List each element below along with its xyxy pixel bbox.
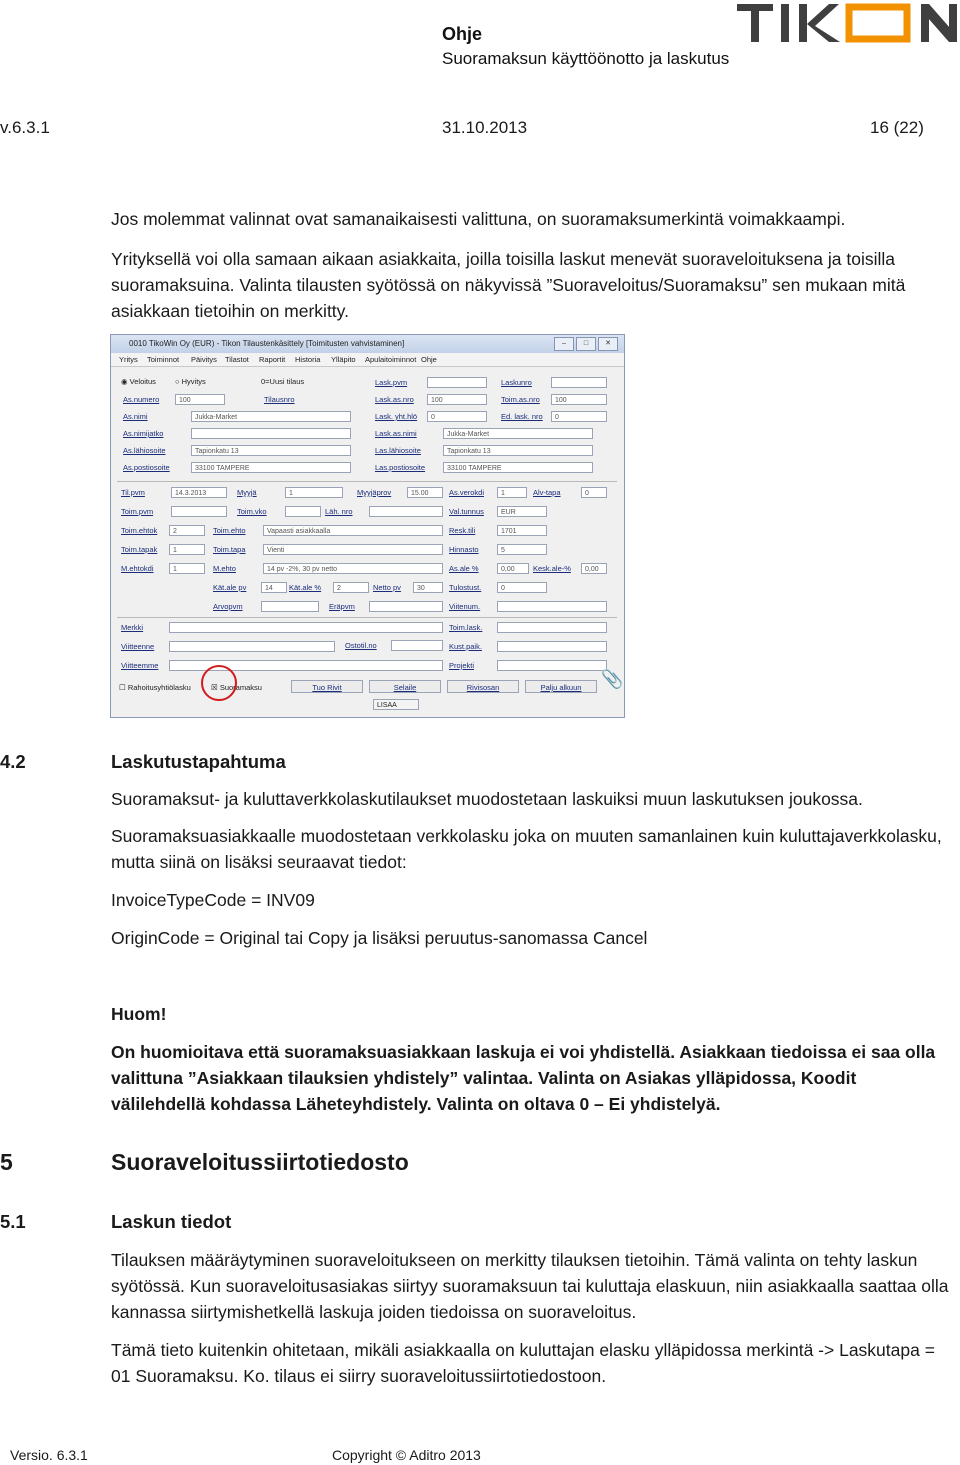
label-viitteenne: Viitteenne xyxy=(121,642,155,651)
field-laskasnimi[interactable]: Jukka-Market xyxy=(443,428,593,439)
menu-apulaitoiminnot[interactable]: Apulaitoiminnot xyxy=(365,355,417,364)
section51-paragraph-2: Tämä tieto kuitenkin ohitetaan, mikäli asiakkaalla on kuluttajan elasku ylläpidossa merkintä -> Laskutapa = 01 Suoramaksu. Ko. tilaus ei siirry suoraveloitussiirtotiedostoon. xyxy=(111,1340,935,1386)
field-kustpaik[interactable] xyxy=(497,641,607,652)
menu-yritys[interactable]: Yritys xyxy=(119,355,138,364)
label-mehtokdi: M.ehtokdi xyxy=(121,564,154,573)
field-ostotilno[interactable] xyxy=(391,640,443,651)
field-laspostiosoite[interactable]: 33100 TAMPERE xyxy=(443,462,593,473)
label-alvtapa: Alv-tapa xyxy=(533,488,561,497)
label-asnimijatko: As.nimijatko xyxy=(123,429,164,438)
label-laskasnro: Lask.as.nro xyxy=(375,395,414,404)
label-kustpaik: Kust.paik. xyxy=(449,642,482,651)
footer-copyright: Copyright © Aditro 2013 xyxy=(332,1447,481,1463)
field-toimehto[interactable]: Vapaasti asiakkaalla xyxy=(263,525,443,536)
field-laskasnro[interactable]: 100 xyxy=(427,394,487,405)
field-asnimijatko[interactable] xyxy=(191,428,351,439)
label-erapvm: Eräpvm xyxy=(329,602,355,611)
field-asnimi[interactable]: Jukka-Market xyxy=(191,411,351,422)
minimize-icon[interactable]: – xyxy=(554,337,574,351)
window-titlebar xyxy=(111,335,624,353)
app-screenshot xyxy=(110,334,625,718)
label-toimehtok: Toim.ehtok xyxy=(121,526,158,535)
menu-bar xyxy=(111,353,624,367)
field-toimvko[interactable] xyxy=(285,506,321,517)
label-resktili: Resk.tili xyxy=(449,526,476,535)
section-number-5-1: 5.1 xyxy=(0,1211,26,1232)
field-lahnro[interactable] xyxy=(369,506,443,517)
field-katale[interactable]: 2 xyxy=(333,582,369,593)
label-merkki: Merkki xyxy=(121,623,144,632)
status-lisaa: LISAA xyxy=(373,699,419,710)
footer-version: Versio. 6.3.1 xyxy=(10,1447,88,1463)
label-laskpvm: Lask.pvm xyxy=(375,378,408,387)
field-toimehtok[interactable]: 2 xyxy=(169,525,205,536)
section-title-5-1: Laskun tiedot xyxy=(111,1211,232,1232)
field-toimlask[interactable] xyxy=(497,622,607,633)
field-merkki[interactable] xyxy=(169,622,443,633)
field-edlasknro[interactable]: 0 xyxy=(551,411,607,422)
new-order-hint: 0=Uusi tilaus xyxy=(261,377,305,386)
field-tilpvm[interactable]: 14.3.2013 xyxy=(171,487,227,498)
label-hinnasto: Hinnasto xyxy=(449,545,479,554)
label-laskasnimi: Lask.as.nimi xyxy=(375,429,417,438)
label-asale: As.ale % xyxy=(449,564,479,573)
label-kesksale: Kesk.ale-% xyxy=(533,564,571,573)
menu-tilastot[interactable]: Tilastot xyxy=(225,355,249,364)
label-valtunnus: Val.tunnus xyxy=(449,507,484,516)
page-number: 16 (22) xyxy=(870,118,924,137)
label-arvopvm: Arvopvm xyxy=(213,602,243,611)
selaile-button[interactable]: Selaile xyxy=(369,680,441,693)
field-laskyhthlo[interactable]: 0 xyxy=(427,411,487,422)
window-title: 0010 TikoWin Oy (EUR) - Tikon Tilaustenkäsittely [Toimitusten vahvistaminen] xyxy=(129,339,405,348)
checkbox-rahoitusyhtiolasku[interactable]: ☐ Rahoitusyhtiölasku xyxy=(119,683,191,692)
label-toimvko: Toim.vko xyxy=(237,507,267,516)
field-katalepv[interactable]: 14 xyxy=(261,582,287,593)
field-myyjaprov[interactable]: 15.00 xyxy=(407,487,443,498)
label-toimehto: Toim.ehto xyxy=(213,526,246,535)
group-divider xyxy=(117,617,617,618)
version-label: v.6.3.1 xyxy=(0,118,50,137)
label-lahnro: Läh. nro xyxy=(325,507,353,516)
label-toimtapak: Toim.tapak xyxy=(121,545,158,554)
label-laslahiosoite: Las.lähiosoite xyxy=(375,446,421,455)
field-laskpvm[interactable] xyxy=(427,377,487,388)
field-viitenum[interactable] xyxy=(497,601,607,612)
label-toimlask: Toim.lask. xyxy=(449,623,483,632)
label-laspostiosoite: Las.postiosoite xyxy=(375,463,426,472)
maximize-icon[interactable]: □ xyxy=(576,337,596,351)
field-asverokdi[interactable]: 1 xyxy=(497,487,527,498)
group-divider xyxy=(117,481,617,482)
label-mehto: M.ehto xyxy=(213,564,236,573)
field-hinnasto[interactable]: 5 xyxy=(497,544,547,555)
checkbox-suoramaksu[interactable]: ☒ Suoramaksu xyxy=(211,683,262,692)
label-viitenum: Viitenum. xyxy=(449,602,481,611)
date-label: 31.10.2013 xyxy=(442,118,528,137)
menu-historia[interactable]: Historia xyxy=(295,355,321,364)
field-arvopvm[interactable] xyxy=(261,601,319,612)
label-edlasknro: Ed. lask. nro xyxy=(501,412,543,421)
field-laslahiosoite[interactable]: Tapionkatu 13 xyxy=(443,445,593,456)
document-subtitle: Suoramaksun käyttöönotto ja laskutus xyxy=(442,49,730,68)
field-toimasnro[interactable]: 100 xyxy=(551,394,607,405)
label-katale: Kät.ale % xyxy=(289,583,322,592)
note-text: On huomioitava että suoramaksuasiakkaan laskuja ei voi yhdistellä. Asiakkaan tiedoissa ei saa olla valittuna ”Asiakkaan tilauksien yhdistely” valintaa. Valinta on Asiakas ylläpidossa, Koodit välilehdellä kohdassa Läheteyhdistely. Valinta on oltava 0 – Ei yhdistelyä. xyxy=(111,1042,936,1114)
label-toimpvm: Toim.pvm xyxy=(121,507,154,516)
field-tulostust[interactable]: 0 xyxy=(497,582,547,593)
intro-paragraph-2: Yrityksellä voi olla samaan aikaan asiakkaita, joilla toisilla laskut menevät suoraveloituksena ja toisilla suoramaksuina. Valinta tilausten syötössä on näkyvissä ”Suoraveloitus/Suoramaksu” sen mukaan mitä asiakkaan tietoihin on merkitty. xyxy=(111,249,906,321)
note-heading: Huom! xyxy=(111,1004,167,1024)
field-viitteenne[interactable] xyxy=(169,641,335,652)
section-number-4-2: 4.2 xyxy=(0,751,26,772)
section-title-5: Suoraveloitussiirtotiedosto xyxy=(111,1149,409,1175)
menu-raportit[interactable]: Raportit xyxy=(259,355,286,364)
label-viitteemme: Viitteemme xyxy=(121,661,159,670)
label-laskyhthlo: Lask. yht.hlö xyxy=(375,412,418,421)
label-tilpvm: Til.pvm xyxy=(121,488,145,497)
tikon-logo xyxy=(735,0,960,46)
intro-paragraph-1: Jos molemmat valinnat ovat samanaikaisesti valittuna, on suoramaksumerkintä voimakkaampi. xyxy=(111,209,846,229)
radio-hyvitys[interactable]: ○ Hyvitys xyxy=(175,377,206,386)
label-katalepv: Kät.ale pv xyxy=(213,583,247,592)
radio-veloitus[interactable]: ◉ Veloitus xyxy=(121,377,156,386)
field-resktili[interactable]: 1701 xyxy=(497,525,547,536)
label-asverokdi: As.verokdi xyxy=(449,488,485,497)
paperclip-icon[interactable]: 📎 xyxy=(601,669,624,689)
label-tulostust: Tulostust. xyxy=(449,583,482,592)
field-myyja[interactable]: 1 xyxy=(285,487,343,498)
label-laskunro: Laskunro xyxy=(501,378,532,387)
field-projekti[interactable] xyxy=(497,660,607,671)
field-asale[interactable]: 0,00 xyxy=(497,563,529,574)
label-tilausnro: Tilausnro xyxy=(264,395,295,404)
rivisosan-button[interactable]: Rivisosan xyxy=(447,680,519,693)
field-mehtokdi[interactable]: 1 xyxy=(169,563,205,574)
label-myyjaprov: Myyjäprov xyxy=(357,488,392,497)
tuo-rivit-button[interactable]: Tuo Rivit xyxy=(291,680,363,693)
field-asnumero[interactable]: 100 xyxy=(175,394,225,405)
label-asnumero: As.numero xyxy=(123,395,160,404)
label-asnimi: As.nimi xyxy=(123,412,148,421)
label-nettopv: Netto pv xyxy=(373,583,401,592)
label-projekti: Projekti xyxy=(449,661,475,670)
field-kesksale[interactable]: 0,00 xyxy=(581,563,607,574)
menu-yllapito[interactable]: Ylläpito xyxy=(331,355,356,364)
section42-paragraph-3: InvoiceTypeCode = INV09 xyxy=(111,890,315,910)
field-aslahiosoite[interactable]: Tapionkatu 13 xyxy=(191,445,351,456)
label-aspostiosoite: As.postiosoite xyxy=(123,463,170,472)
field-nettopv[interactable]: 30 xyxy=(413,582,443,593)
document-title: Ohje xyxy=(442,24,483,44)
close-icon[interactable]: ✕ xyxy=(598,337,618,351)
palju-alkuun-button[interactable]: Palju alkuun xyxy=(525,680,597,693)
label-ostotilno: Ostotil.no xyxy=(345,641,377,650)
label-toimasnro: Toim.as.nro xyxy=(501,395,540,404)
field-erapvm[interactable] xyxy=(369,601,443,612)
menu-paivitys[interactable]: Päivitys xyxy=(191,355,217,364)
field-aspostiosoite[interactable]: 33100 TAMPERE xyxy=(191,462,351,473)
field-toimtapa[interactable]: Vienti xyxy=(263,544,443,555)
section42-paragraph-4: OriginCode = Original tai Copy ja lisäksi peruutus-sanomassa Cancel xyxy=(111,928,648,948)
section-number-5: 5 xyxy=(0,1149,13,1175)
label-aslahiosoite: As.lähiosoite xyxy=(123,446,166,455)
field-alvtapa[interactable]: 0 xyxy=(581,487,607,498)
field-toimtapak[interactable]: 1 xyxy=(169,544,205,555)
field-valtunnus[interactable]: EUR xyxy=(497,506,547,517)
label-toimtapa: Toim.tapa xyxy=(213,545,246,554)
field-mehto[interactable]: 14 pv -2%, 30 pv netto xyxy=(263,563,443,574)
field-laskunro[interactable] xyxy=(551,377,607,388)
section-title-4-2: Laskutustapahtuma xyxy=(111,751,286,772)
label-myyja: Myyjä xyxy=(237,488,257,497)
menu-toiminnot[interactable]: Toiminnot xyxy=(147,355,180,364)
section51-paragraph-1: Tilauksen määräytyminen suoraveloitukseen on merkitty tilauksen tietoihin. Tämä valinta on tehty laskun syötössä. Kun suoraveloitusasiakas siirtyy suoramaksuun tai kuluttaja elaskuun, niin asiakkaalla saattaa olla kannassa siirtymishetkellä laskuja joiden tiedoissa on suoraveloitus. xyxy=(111,1250,949,1322)
highlight-circle xyxy=(201,665,237,701)
menu-ohje[interactable]: Ohje xyxy=(421,355,437,364)
section42-paragraph-1: Suoramaksut- ja kuluttaverkkolaskutilaukset muodostetaan laskuiksi muun laskutuksen joukossa. xyxy=(111,789,863,809)
field-toimpvm[interactable] xyxy=(171,506,227,517)
section42-paragraph-2: Suoramaksuasiakkaalle muodostetaan verkkolasku joka on muuten samanlainen kuin kuluttajaverkkolasku, mutta siinä on lisäksi seuraavat tiedot: xyxy=(111,826,942,872)
